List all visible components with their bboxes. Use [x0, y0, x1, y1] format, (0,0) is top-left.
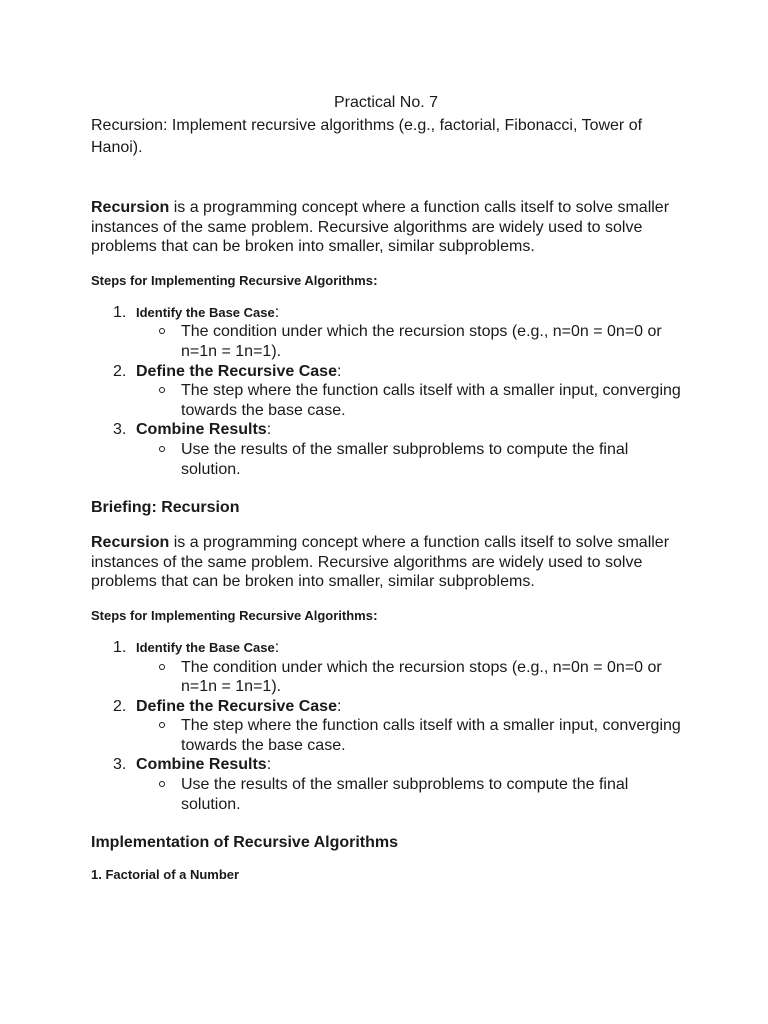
step-detail-text: The condition under which the recursion stops (e.g., n=0n = 0n=0 or n=1n = 1n=1).	[181, 658, 662, 696]
step-label: Combine Results:	[136, 421, 272, 439]
spacer	[91, 257, 681, 272]
intro-term: Recursion	[91, 199, 170, 216]
step-item	[91, 755, 681, 814]
steps-heading-text: Steps for Implementing Recursive Algorithms	[91, 272, 373, 288]
hollow-bullet-icon	[159, 664, 165, 670]
step-label-text: Combine Results	[136, 756, 267, 774]
step-label: Combine Results:	[136, 756, 272, 774]
hollow-bullet-icon	[159, 781, 165, 787]
step-label-text: Define the Recursive Case	[136, 362, 337, 380]
steps-heading: Steps for Implementing Recursive Algorithms:	[91, 271, 378, 288]
hollow-bullet-icon	[159, 446, 165, 452]
steps-heading-text: Steps for Implementing Recursive Algorithms	[91, 607, 373, 623]
hollow-bullet-icon	[159, 722, 165, 728]
step-detail	[136, 775, 681, 814]
step-number: 1.	[113, 303, 127, 321]
step-item	[91, 697, 681, 756]
document-title: Practical No. 7	[333, 94, 439, 111]
step-number: 3.	[113, 421, 127, 439]
step-item	[91, 303, 681, 362]
step-label-text: Combine Results	[136, 421, 267, 439]
briefing-text: is a programming concept where a function calls itself to solve smaller instances of the same problem. Recursive algorithms are widely used to solve problems that can be broken into smaller, similar subproblems.	[91, 534, 670, 591]
step-item	[91, 638, 681, 697]
step-label: Identify the Base Case:	[136, 303, 280, 321]
factorial-heading: 1. Factorial of a Number	[91, 867, 240, 883]
spacer	[91, 624, 681, 638]
step-item	[91, 420, 681, 479]
step-detail	[136, 658, 681, 697]
document-subtitle: Recursion: Implement recursive algorithms (e.g., factorial, Fibonacci, Tower of Hanoi).	[91, 117, 643, 156]
spacer	[91, 814, 681, 833]
hollow-bullet-icon	[159, 328, 165, 334]
step-number: 3.	[113, 756, 127, 774]
spacer	[91, 479, 681, 498]
step-detail	[136, 381, 681, 420]
step-detail-text: The step where the function calls itself with a smaller input, converging towards the base case.	[181, 717, 681, 754]
step-detail	[136, 322, 681, 361]
step-detail-text: Use the results of the smaller subproblems to compute the final solution.	[181, 776, 629, 813]
step-label-text: Define the Recursive Case	[136, 697, 337, 715]
intro-text: is a programming concept where a function calls itself to solve smaller instances of the same problem. Recursive algorithms are widely used to solve problems that can be broken into smaller, similar subproblems.	[91, 199, 670, 256]
briefing-paragraph	[91, 533, 681, 592]
step-detail-list	[136, 381, 681, 420]
briefing-steps-list	[91, 638, 681, 814]
step-detail-list	[136, 658, 681, 697]
step-label: Define the Recursive Case:	[136, 362, 342, 380]
briefing-term: Recursion	[91, 534, 170, 552]
spacer	[91, 159, 681, 198]
steps-list	[91, 303, 681, 479]
step-number: 2.	[113, 697, 127, 715]
step-detail-list	[136, 322, 681, 361]
spacer	[91, 592, 681, 607]
briefing-steps-heading: Steps for Implementing Recursive Algorithms:	[91, 606, 378, 623]
intro-paragraph	[91, 198, 681, 257]
step-detail-list	[136, 775, 681, 814]
spacer	[91, 853, 681, 867]
step-number: 1.	[113, 638, 127, 656]
step-detail-text: Use the results of the smaller subproblems to compute the final solution.	[181, 440, 629, 478]
step-detail-list	[136, 716, 681, 755]
document-page	[91, 93, 681, 883]
step-label-text: Identify the Base Case	[136, 304, 275, 320]
step-detail-text: The step where the function calls itself with a smaller input, converging towards the base case.	[181, 382, 681, 419]
implementation-heading: Implementation of Recursive Algorithms	[91, 834, 399, 852]
step-detail	[136, 716, 681, 755]
step-label: Identify the Base Case:	[136, 638, 280, 656]
hollow-bullet-icon	[159, 387, 165, 393]
step-detail-text: The condition under which the recursion stops (e.g., n=0n = 0n=0 or n=1n = 1n=1).	[181, 323, 662, 360]
step-label-text: Identify the Base Case	[136, 639, 275, 655]
briefing-heading: Briefing: Recursion	[91, 499, 240, 517]
spacer	[91, 518, 681, 533]
step-label: Define the Recursive Case:	[136, 697, 342, 715]
step-detail-list	[136, 440, 681, 479]
step-detail	[136, 440, 681, 479]
step-item	[91, 362, 681, 421]
spacer	[91, 289, 681, 303]
step-number: 2.	[113, 362, 127, 380]
